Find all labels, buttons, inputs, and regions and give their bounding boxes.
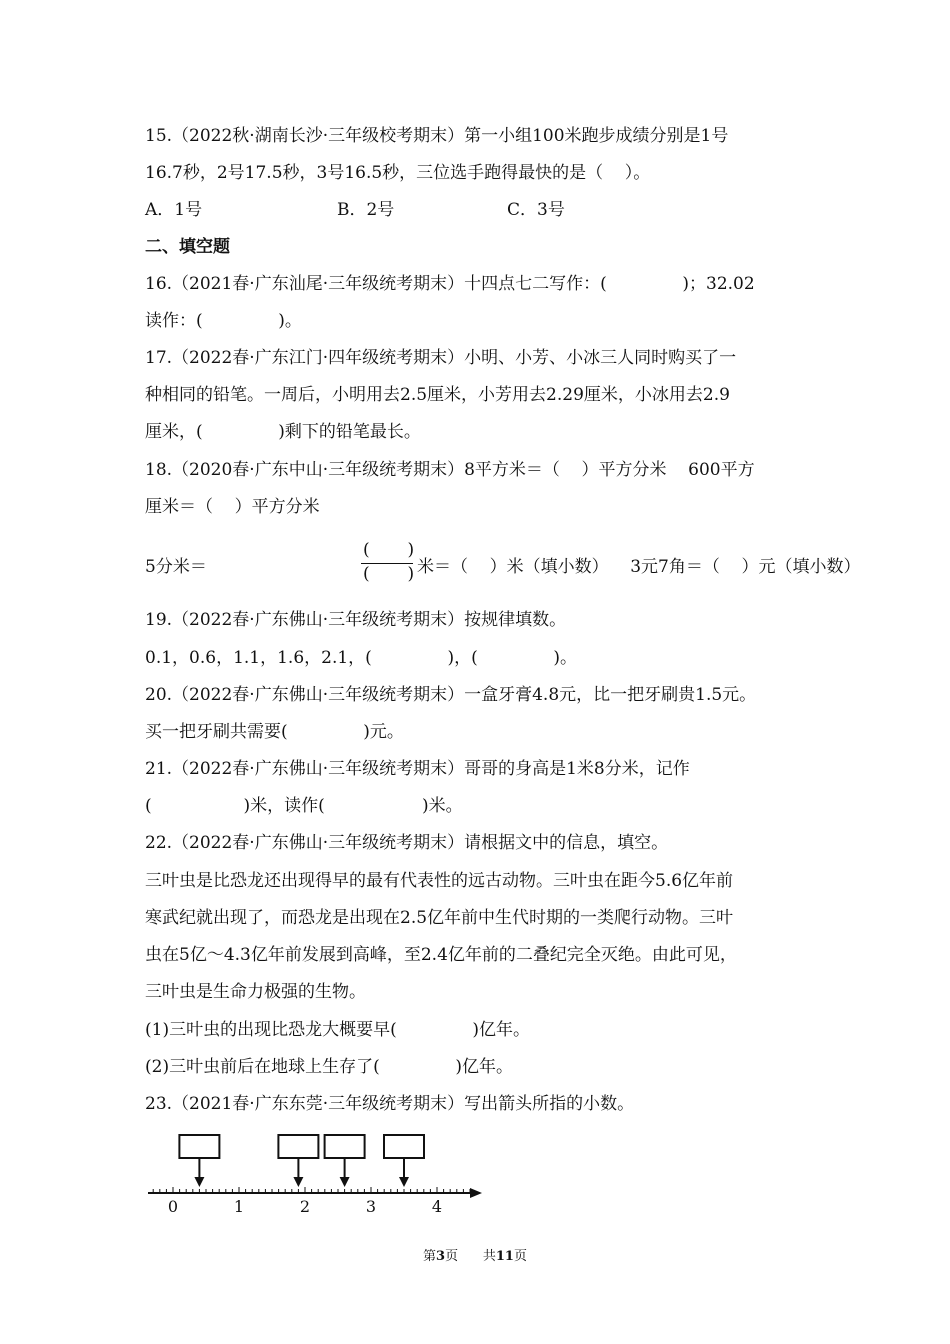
q22-para-line3: 虫在5亿～4.3亿年前发展到高峰，至2.4亿年前的二叠纪完全灭绝。由此可见，: [145, 945, 737, 965]
q18-frac-denominator: ( ): [363, 564, 415, 584]
arrow-head: [194, 1177, 204, 1187]
q15-option-b: B．2号: [337, 200, 395, 220]
arrow-head: [293, 1177, 303, 1187]
q21-line2: ( )米，读作( )米。: [145, 796, 463, 816]
q19-line1: 19.（2022春·广东佛山·三年级统考期末）按规律填数。: [145, 610, 567, 630]
arrow-head: [340, 1177, 350, 1187]
q16-line1: 16.（2021春·广东汕尾·三年级统考期末）十四点七二写作：( )；32.02: [145, 274, 755, 294]
q22-para-line2: 寒武纪就出现了，而恐龙是出现在2.5亿年前中生代时期的一类爬行动物。三叶: [145, 908, 734, 928]
axis-tick-label: 4: [431, 1197, 443, 1216]
q22-line1: 22.（2022春·广东佛山·三年级统考期末）请根据文中的信息，填空。: [145, 833, 669, 853]
q20-line2: 买一把牙刷共需要( )元。: [145, 722, 404, 742]
q18-frac-pre: 5分米＝: [145, 557, 207, 577]
q17-line3: 厘米，( )剩下的铅笔最长。: [145, 422, 421, 442]
q22-sub1: (1)三叶虫的出现比恐龙大概要早( )亿年。: [145, 1020, 530, 1040]
axis-tick-label: 3: [365, 1197, 377, 1216]
axis-tick-label: 2: [299, 1197, 311, 1216]
q15-line1: 15.（2022秋·湖南长沙·三年级校考期末）第一小组100米跑步成绩分别是1号: [145, 126, 729, 146]
arrow-head: [399, 1177, 409, 1187]
q23-line1: 23.（2021春·广东东莞·三年级统考期末）写出箭头所指的小数。: [145, 1094, 635, 1114]
q21-line1: 21.（2022春·广东佛山·三年级统考期末）哥哥的身高是1米8分米，记作: [145, 759, 690, 779]
q18-fraction-line: [145, 540, 861, 586]
q15-line2: 16.7秒，2号17.5秒，3号16.5秒，三位选手跑得最快的是（ ）。: [145, 163, 651, 183]
axis-tick-label: 1: [233, 1197, 245, 1216]
q15-option-a: A．1号: [145, 200, 203, 220]
page-footer: [0, 1245, 950, 1264]
q15-option-c: C．3号: [507, 200, 565, 220]
answer-box: [384, 1135, 424, 1158]
footer-page-number: 3: [436, 1249, 446, 1264]
answer-box: [278, 1135, 318, 1158]
footer-mid: 页 共: [445, 1249, 496, 1264]
footer-post: 页: [513, 1249, 527, 1264]
q18-line1: 18.（2020春·广东中山·三年级统考期末）8平方米＝（ ）平方分米 600平方: [145, 460, 755, 480]
q20-line1: 20.（2022春·广东佛山·三年级统考期末）一盒牙膏4.8元，比一把牙刷贵1.5元。: [145, 685, 757, 705]
q22-sub2: (2)三叶虫前后在地球上生存了( )亿年。: [145, 1057, 513, 1077]
q18-frac-post: 米＝（ ）米（填小数） 3元7角＝（ ）元（填小数）: [417, 557, 861, 577]
q18-line2: 厘米＝（ ）平方分米: [145, 497, 320, 517]
number-line: [140, 1125, 500, 1225]
q19-line2: 0.1，0.6，1.1，1.6，2.1，( )，( )。: [145, 648, 578, 668]
axis-arrowhead: [470, 1188, 482, 1198]
q17-line2: 种相同的铅笔。一周后，小明用去2.5厘米，小芳用去2.29厘米，小冰用去2.9: [145, 385, 730, 405]
q18-frac-numerator: ( ): [363, 540, 415, 560]
axis-tick-label: 0: [167, 1197, 179, 1216]
answer-box: [179, 1135, 219, 1158]
answer-box: [325, 1135, 365, 1158]
footer-page-total: 11: [495, 1249, 514, 1264]
section-title-fill-blank: 二、填空题: [145, 237, 230, 257]
q16-line2: 读作：( )。: [145, 311, 302, 331]
q22-para-line4: 三叶虫是生命力极强的生物。: [145, 982, 366, 1002]
q17-line1: 17.（2022春·广东江门·四年级统考期末）小明、小芳、小冰三人同时购买了一: [145, 348, 737, 368]
footer-pre: 第: [423, 1249, 437, 1264]
q22-para-line1: 三叶虫是比恐龙还出现得早的最有代表性的远古动物。三叶虫在距今5.6亿年前: [145, 871, 734, 891]
